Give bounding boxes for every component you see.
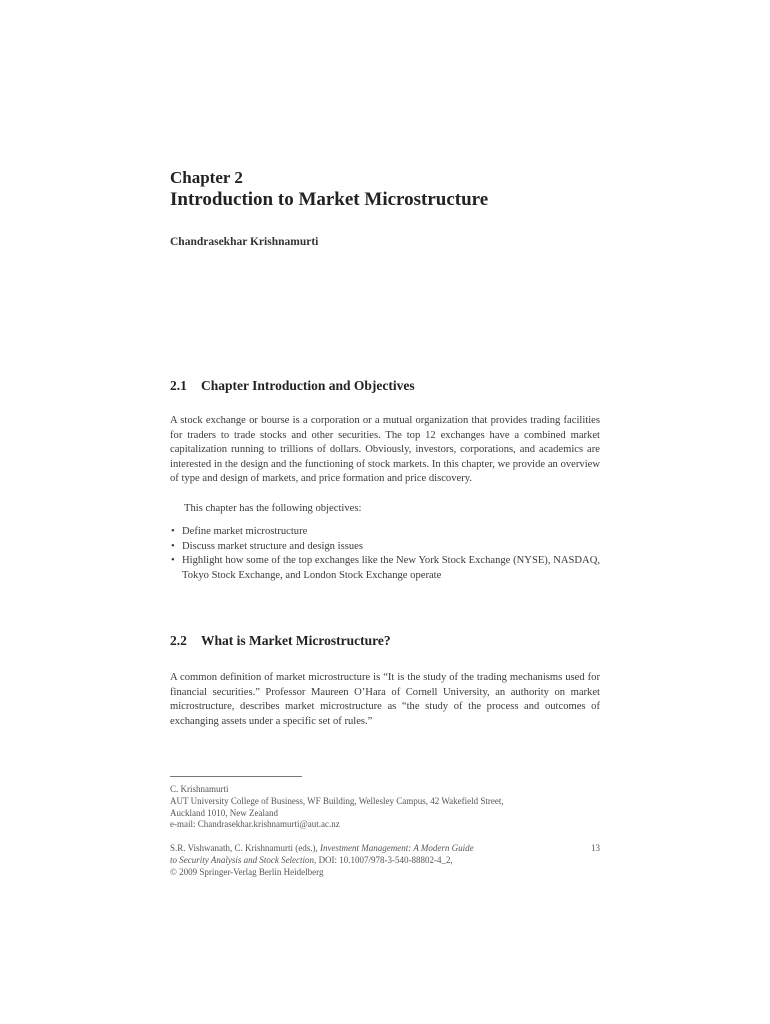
bullet-icon: •	[171, 526, 175, 537]
footnote-name: C. Krishnamurti	[170, 784, 229, 794]
footnote-email: e-mail: Chandrasekhar.krishnamurti@aut.ac.nz	[170, 819, 340, 830]
author-name: Chandrasekhar Krishnamurti	[170, 236, 319, 248]
section-2-paragraph: A common definition of market microstructure is “It is the study of the trading mechanisms used for financial securities.” Professor Maureen O’Hara of Cornell University, an authority on market microstructure, describes market microstructure as “the study of the process and outcomes of exchanging assets under a specific set of rules.”	[170, 672, 600, 727]
list-item	[170, 525, 600, 540]
section-heading-2	[170, 633, 391, 649]
page-number: 13	[591, 843, 600, 853]
author-footnote	[170, 784, 600, 831]
section-title: Chapter Introduction and Objectives	[201, 378, 415, 393]
footnote-divider	[170, 776, 302, 777]
section-number: 2.1	[170, 378, 187, 393]
bullet-icon: •	[171, 555, 175, 567]
footnote-address-line-1: AUT University College of Business, WF Building, Wellesley Campus, 42 Wakefield Street,	[170, 795, 504, 806]
citation-book-title-2: to Security Analysis and Stock Selection,	[170, 854, 317, 865]
footnote-address-line-2: Auckland 1010, New Zealand	[170, 807, 278, 818]
section-number: 2.2	[170, 633, 187, 648]
objectives-list	[170, 525, 600, 583]
citation-book-title-1: Investment Management: A Modern Guide	[320, 843, 474, 853]
list-item-text: Define market microstructure	[182, 526, 308, 537]
list-item	[170, 554, 600, 583]
section-heading-1	[170, 378, 415, 394]
citation-editors: S.R. Vishwanath, C. Krishnamurti (eds.),	[170, 843, 318, 853]
chapter-label: Chapter 2	[170, 168, 243, 187]
chapter-title: Introduction to Market Microstructure	[170, 189, 489, 210]
section-title: What is Market Microstructure?	[201, 633, 391, 648]
book-citation	[170, 843, 570, 878]
citation-doi: DOI: 10.1007/978-3-540-88802-4_2,	[318, 854, 453, 865]
paper-page	[170, 0, 600, 1024]
section-1-paragraph: A stock exchange or bourse is a corporation or a mutual organization that provides trading facilities for traders to trade stocks and other securities. The top 12 exchanges have a combined market capitalization running to trillions of dollars. Obviously, investors, corporations, and academics are interested in the design and the functioning of stock markets. In this chapter, we provide an overview of type and design of markets, and price formation and price discovery.	[170, 415, 600, 485]
list-item-text: Highlight how some of the top exchanges like the New York Stock Exchange (NYSE), NASDAQ, Tokyo Stock Exchange, and London Stock Exchange operate	[182, 555, 600, 581]
citation-copyright: © 2009 Springer-Verlag Berlin Heidelberg	[170, 866, 324, 877]
bullet-icon: •	[171, 540, 175, 552]
list-item	[170, 540, 600, 555]
list-item-text: Discuss market structure and design issues	[182, 540, 363, 552]
objectives-intro: This chapter has the following objectives:	[184, 503, 362, 514]
